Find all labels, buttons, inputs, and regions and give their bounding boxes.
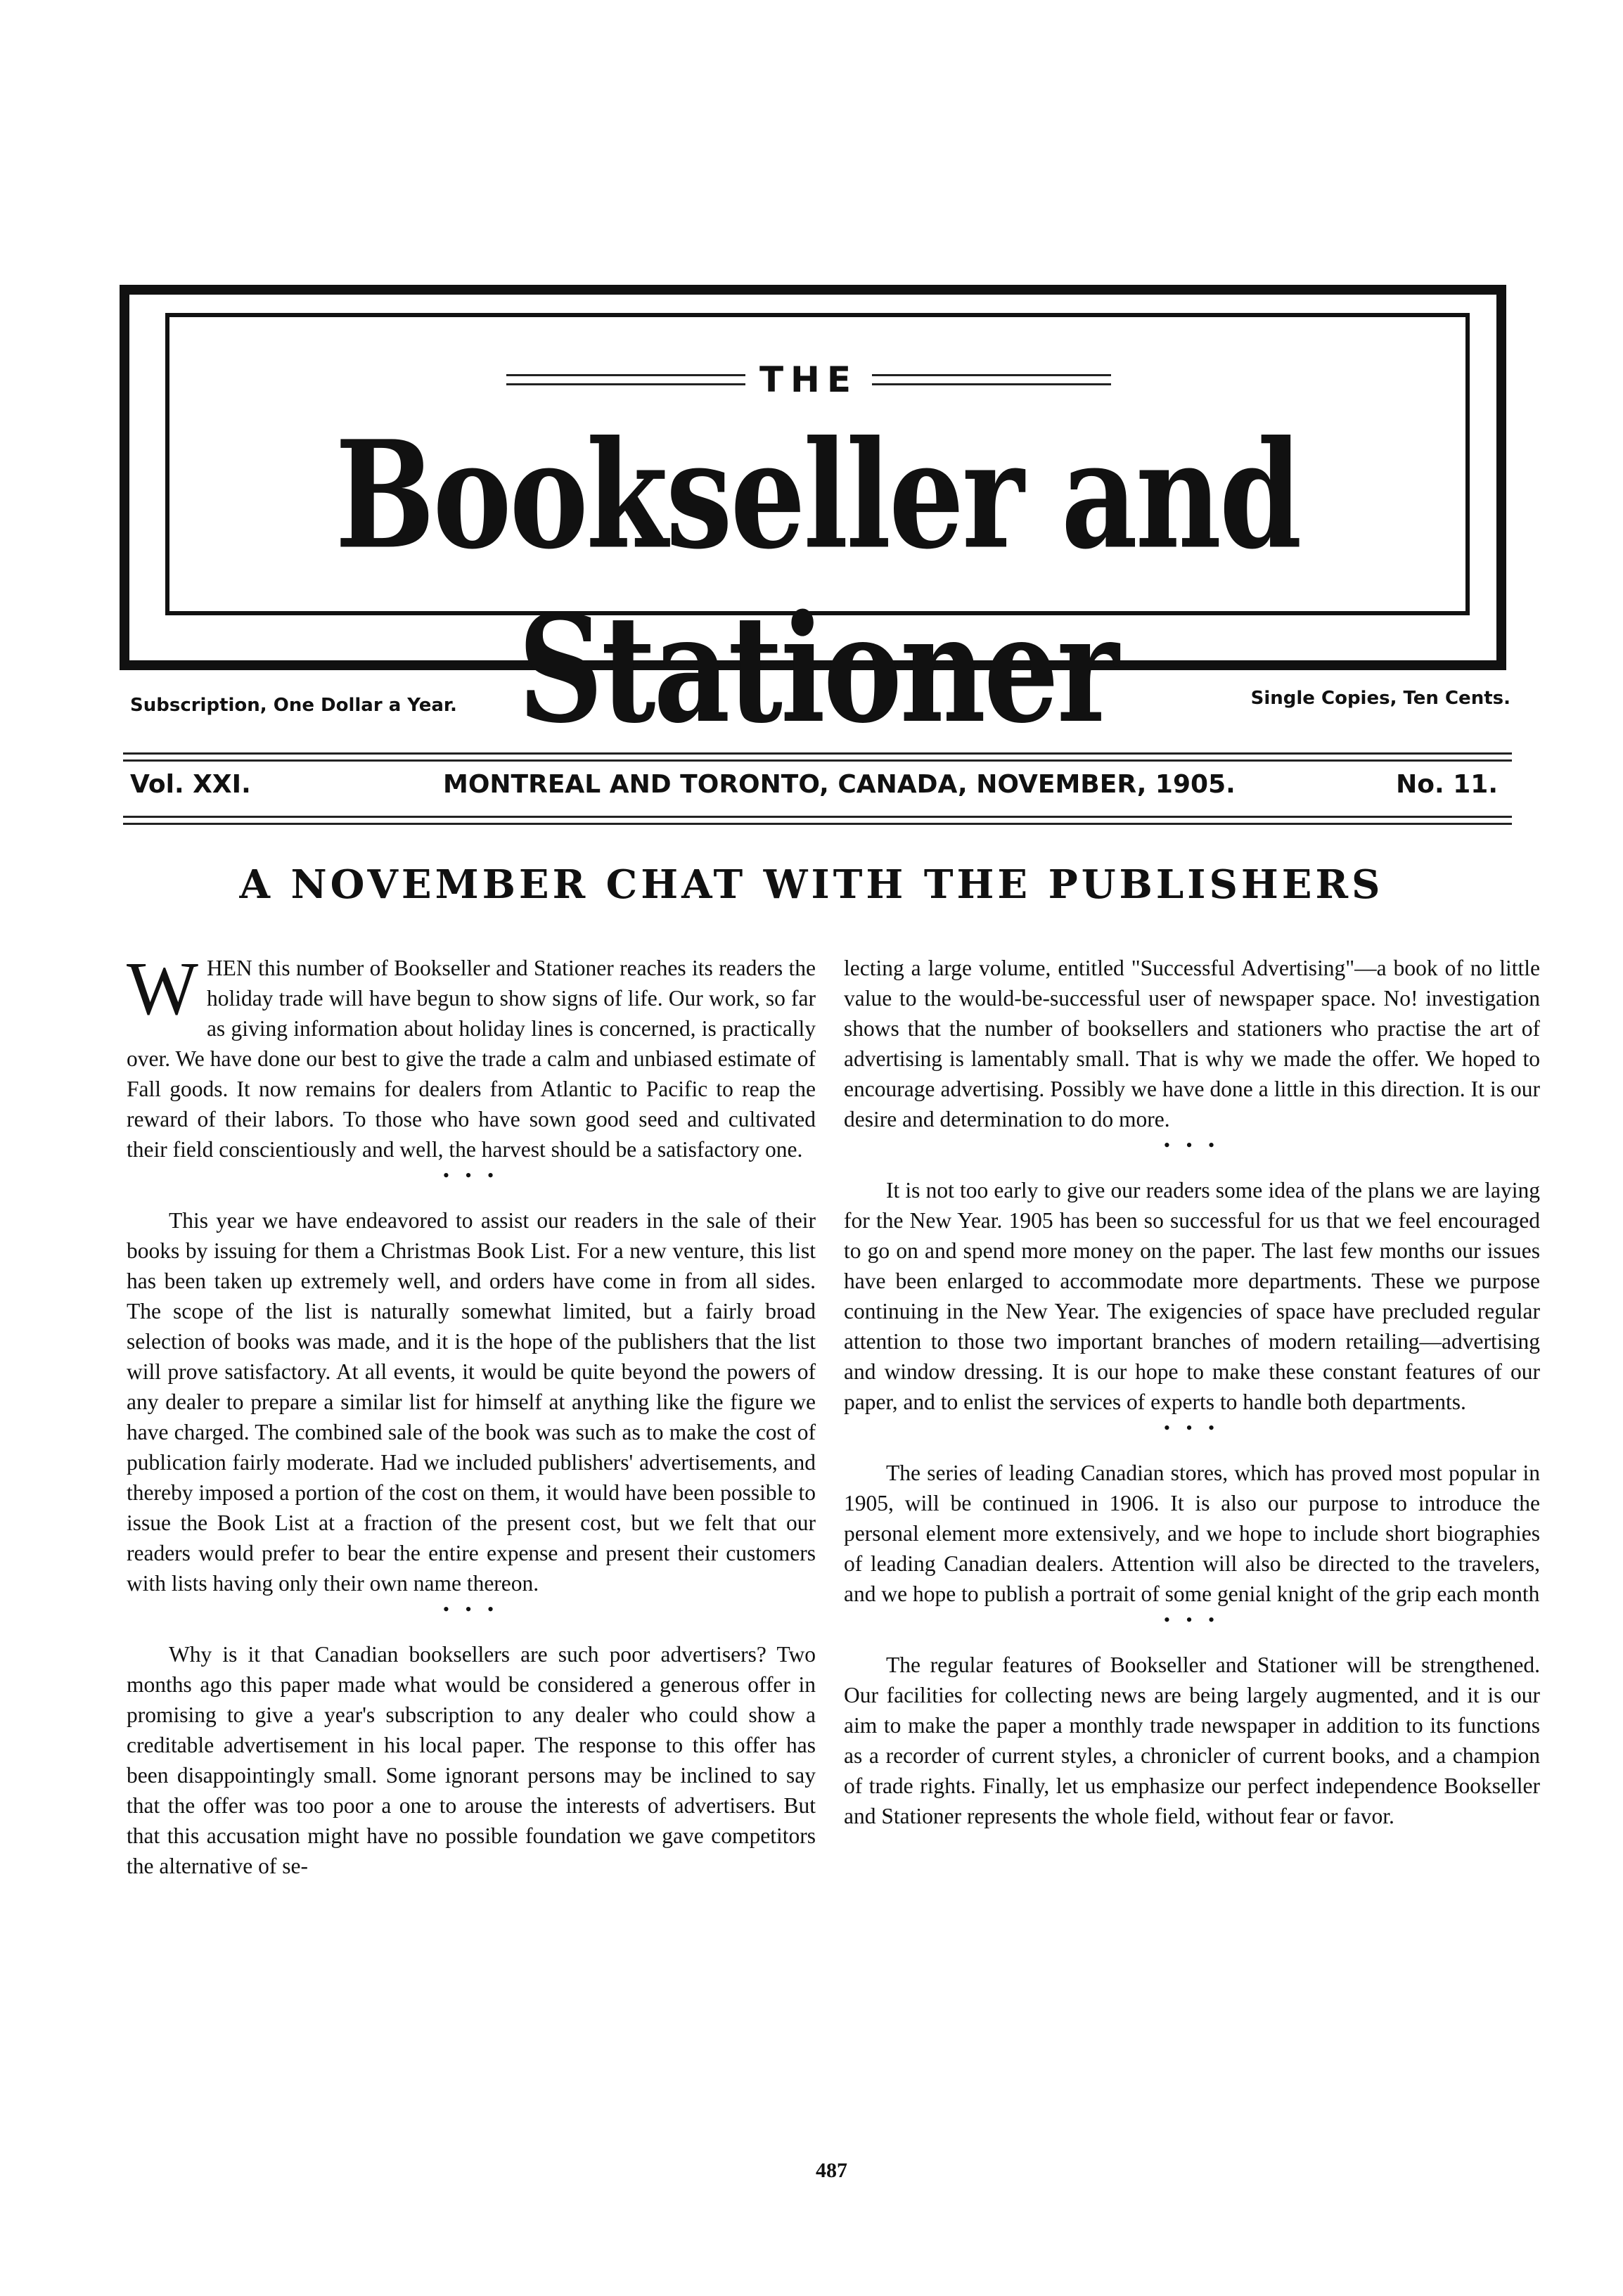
subscription-price: Subscription, One Dollar a Year.	[130, 695, 457, 716]
divider-bottom	[123, 816, 1512, 818]
section-separator: • • •	[442, 1599, 500, 1620]
masthead-the-line	[492, 359, 1125, 401]
publication-title: Bookseller and Stationer	[335, 408, 1300, 756]
issue-line	[123, 763, 1512, 805]
divider-top	[123, 752, 1512, 755]
article-column-right	[844, 953, 1540, 1831]
section-separator: • • •	[1163, 1610, 1221, 1630]
article-column-left	[127, 947, 816, 1881]
paragraph: This year we have endeavored to assist our readers in the sale of their books by issuing for them a Christmas Book List. For a new venture, this list has been taken up extremely well, and orders have come in from all sides. The scope of the list is naturally somewhat limited, but a fairly broad selection of books was made, and it is the hope of the publishers that the list will prove satisfactory. At all events, it would be quite beyond the powers of any dealer to prepare a similar list for himself at anything like the figure we have charged. The combined sale of the book was such as to make the cost of publication fairly moderate. Had we included publishers' advertisements, and thereby imposed a portion of the cost on them, it would have been possible to issue the Book List at a fraction of the present cost, but we felt that our readers would prefer to bear the entire expense and present their customers with lists having only their own name thereon.	[127, 1208, 816, 1596]
section-separator: • • •	[1163, 1135, 1221, 1155]
divider-bottom-2	[123, 823, 1512, 825]
single-copy-price: Single Copies, Ten Cents.	[1250, 688, 1510, 709]
paragraph: The regular features of Bookseller and Stationer will be strengthened. Our facilities for collecting news are being largely augmented, and it is our aim to make the paper a monthly trade newspaper in addition to its functions as a recorder of current styles, a chronicler of current books, and a champion of trade rights. Finally, let us emphasize our perfect independence Bookseller and Stationer represents the whole field, without fear or favor.	[844, 1653, 1540, 1828]
section-separator: • • •	[1163, 1418, 1221, 1438]
decorative-rule-left	[506, 374, 745, 385]
article-headline: A NOVEMBER CHAT WITH THE PUBLISHERS	[239, 861, 1384, 908]
volume-number: Vol. XXI.	[130, 770, 251, 799]
drop-cap: W	[127, 947, 198, 1031]
section-separator: • • •	[442, 1165, 500, 1186]
issue-number: No. 11.	[1396, 770, 1498, 799]
paragraph: It is not too early to give our readers some idea of the plans we are laying for the New Year. 1905 has been so successful for us that we feel encouraged to go on and spend more money on the paper. The last few months our issues have been enlarged to accommodate more departments. These we purpose continuing in the New Year. The exigencies of space have precluded regular attention to those two important branches of modern retailing—advertising and window dressing. It is our hope to make these constant features of our paper, and to enlist the services of experts to handle both departments.	[844, 1178, 1540, 1414]
paragraph: lecting a large volume, entitled "Successful Advertising"—a book of no little value to the would-be-successful user of newspaper space. No! investigation shows that the number of booksellers and stationers who practise the art of advertising is lamentably small. That is why we made the offer. We hoped to encourage advertising. Possibly we have done a little in this direction. It is our desire and determination to do more.	[844, 956, 1540, 1131]
masthead-the: THE	[759, 359, 859, 400]
paragraph: The series of leading Canadian stores, which has proved most popular in 1905, will be continued in 1906. It is also our purpose to introduce the personal element more extensively, and we hope to include short biographies of leading Canadian dealers. Attention will also be directed to the travelers, and we hope to publish a portrait of some genial knight of the grip each month	[844, 1461, 1540, 1606]
paragraph: WHEN this number of Bookseller and Stationer reaches its readers the holiday trade will have begun to show signs of life. Our work, so far as giving information about holiday lines is concerned, is practically over. We have done our best to give the trade a calm and unbiased estimate of Fall goods. It now remains for dealers from Atlantic to Pacific to reap the reward of their labors. To those who have sown good seed and cultivated their field conscientiously and well, the harvest should be a satisfactory one.	[127, 947, 816, 1162]
decorative-rule-right	[872, 374, 1111, 385]
place-and-date: MONTREAL AND TORONTO, CANADA, NOVEMBER, 1905.	[443, 770, 1236, 799]
divider-top-2	[123, 759, 1512, 762]
paragraph: Why is it that Canadian booksellers are such poor advertisers? Two months ago this paper made what would be considered a generous offer in promising to give a year's subscription to any dealer who could show a creditable advertisement in his local paper. The response to this offer has been disappointingly small. Some ignorant persons may be inclined to say that the offer was too poor a one to arouse the interests of advertisers. But that this accusation might have no possible foundation we gave competitors the alternative of se-	[127, 1642, 816, 1878]
page-number: 487	[816, 2159, 847, 2182]
